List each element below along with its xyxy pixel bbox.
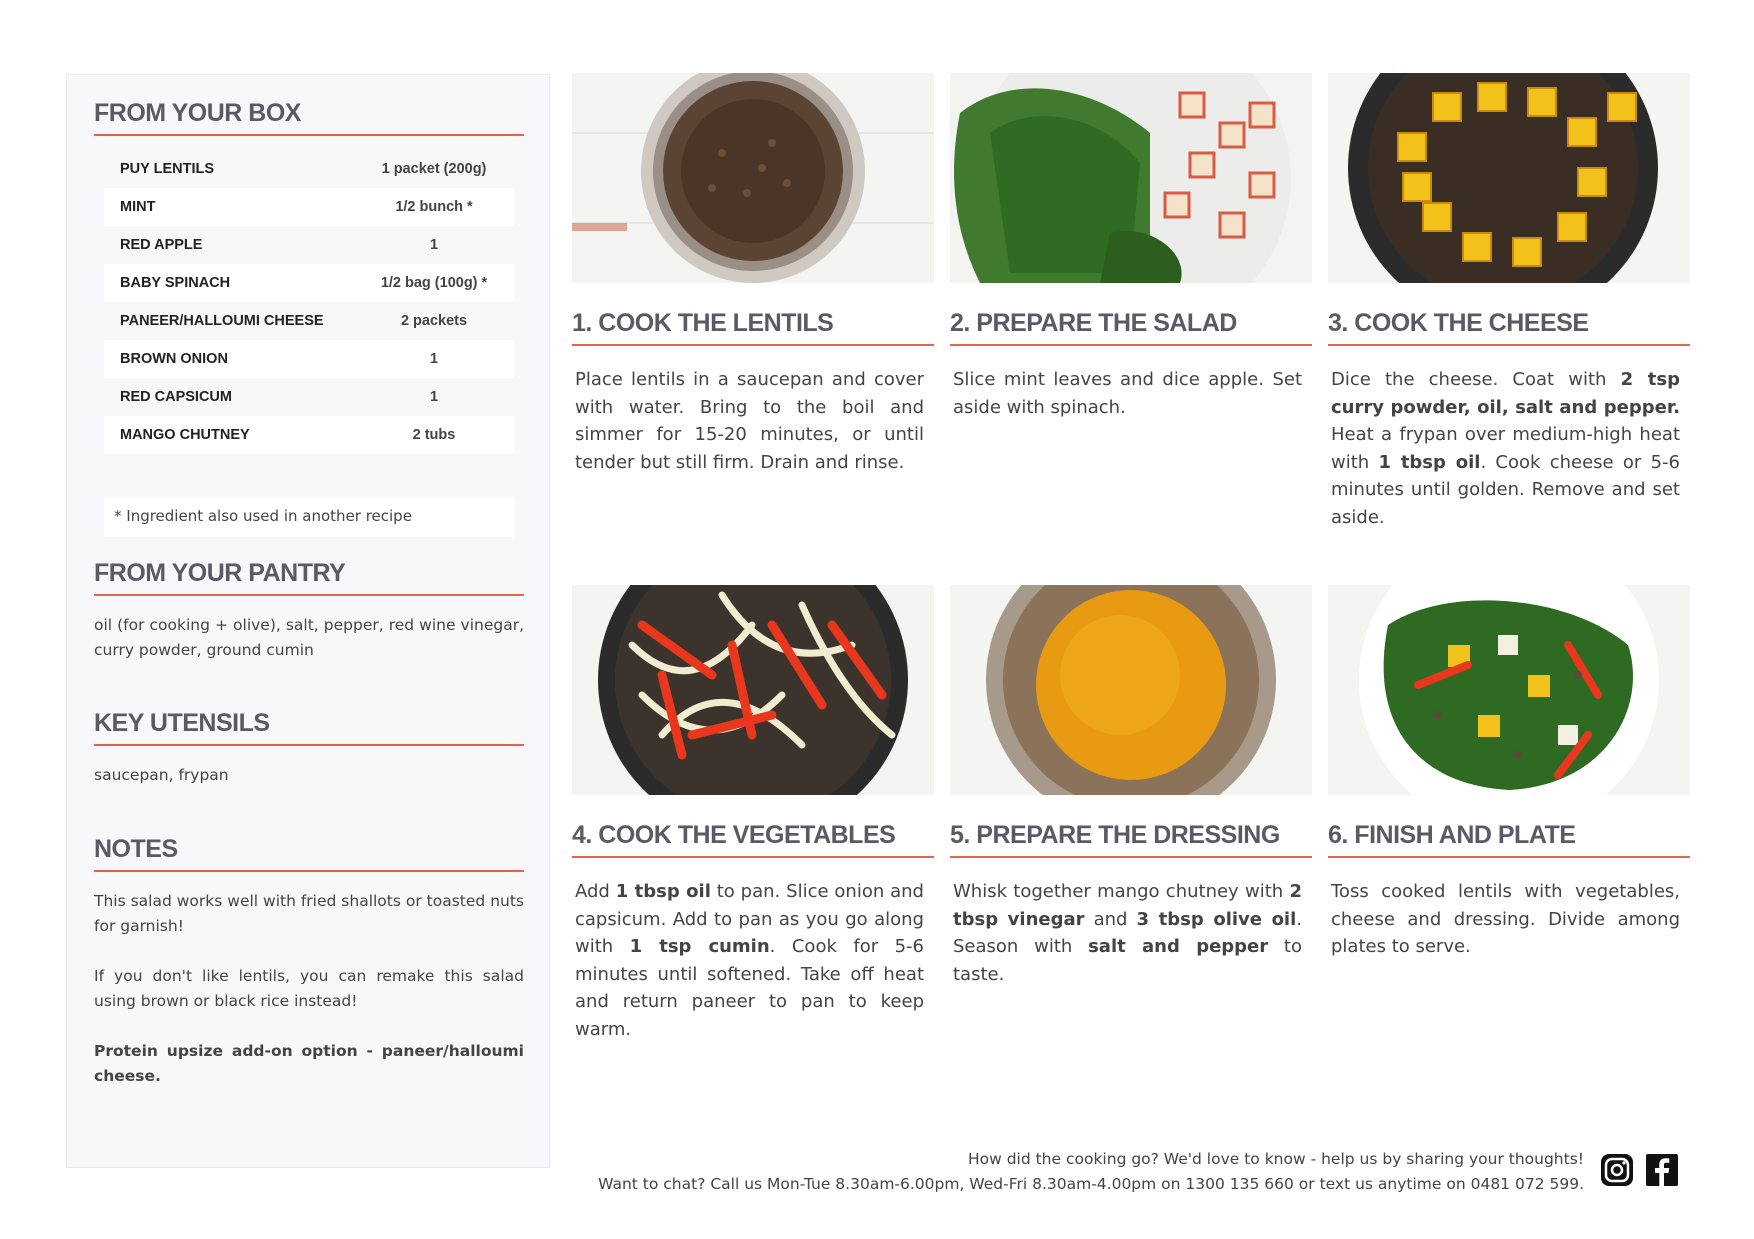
step-instructions: Add 1 tbsp oil to pan. Slice onion and capsicum. Add to pan as you go along with 1 tsp cumin. Cook for 5-6 minutes until softened. Take off heat and return paneer to pan to keep warm. xyxy=(575,881,924,1040)
step-title: 1. COOK THE LENTILS xyxy=(572,309,934,346)
step-instructions: Dice the cheese. Coat with 2 tsp curry powder, oil, salt and pepper. Heat a frypan over medium-high heat with 1 tbsp oil. Cook cheese or 5-6 minutes until golden. Remove and set aside. xyxy=(1331,369,1680,528)
ingredient-table xyxy=(104,150,514,454)
ingredient-qty: 1 xyxy=(429,237,439,253)
ingredient-row xyxy=(104,226,514,264)
step-instructions: Whisk together mango chutney with 2 tbsp vinegar and 3 tbsp olive oil. Season with salt and pepper to taste. xyxy=(953,881,1303,985)
step-instructions: Place lentils in a saucepan and cover with water. Bring to the boil and simmer for 15-20 minutes, or until tender but still firm. Drain and rinse. xyxy=(575,369,924,473)
step-title: 4. COOK THE VEGETABLES xyxy=(572,821,934,858)
feedback-footer xyxy=(598,1147,1584,1197)
notes-paragraph: This salad works well with fried shallots or toasted nuts for garnish! xyxy=(94,892,524,935)
pantry-text: oil (for cooking + olive), salt, pepper, red wine vinegar, curry powder, ground cumin xyxy=(94,616,524,659)
step-4 xyxy=(572,585,934,1043)
step-title: 6. FINISH AND PLATE xyxy=(1328,821,1690,858)
step-5 xyxy=(950,585,1312,988)
step-2 xyxy=(950,73,1312,421)
step-title: 2. PREPARE THE SALAD xyxy=(950,309,1312,346)
ingredient-row xyxy=(104,340,514,378)
key-utensils-title: KEY UTENSILS xyxy=(94,709,524,746)
ingredient-name: BABY SPINACH xyxy=(120,275,231,291)
ingredient-row xyxy=(104,302,514,340)
ingredients-sidebar xyxy=(66,74,550,1168)
ingredient-name: PANEER/HALLOUMI CHEESE xyxy=(120,313,324,329)
from-your-pantry-title: FROM YOUR PANTRY xyxy=(94,559,524,596)
from-your-box-title: FROM YOUR BOX xyxy=(94,99,524,136)
dressing-bowl-image xyxy=(950,585,1312,795)
vegetables-pan-image xyxy=(572,585,934,795)
ingredient-name: MANGO CHUTNEY xyxy=(120,427,250,443)
ingredient-name: MINT xyxy=(120,199,156,215)
ingredient-name: PUY LENTILS xyxy=(120,161,214,177)
lentils-image xyxy=(572,73,934,283)
ingredient-name: RED APPLE xyxy=(120,237,203,253)
step-title: 3. COOK THE CHEESE xyxy=(1328,309,1690,346)
plated-salad-image xyxy=(1328,585,1690,795)
step-6 xyxy=(1328,585,1690,961)
ingredient-row xyxy=(104,150,514,188)
instagram-icon[interactable] xyxy=(1599,1152,1635,1188)
ingredient-qty: 1 xyxy=(429,389,439,405)
shared-ingredient-note: * Ingredient also used in another recipe xyxy=(104,497,514,537)
cheese-frypan-image xyxy=(1328,73,1690,283)
ingredient-row xyxy=(104,378,514,416)
notes-title: NOTES xyxy=(94,835,524,872)
ingredient-name: BROWN ONION xyxy=(120,351,228,367)
ingredient-qty: 1/2 bag (100g) * xyxy=(380,275,488,291)
notes-paragraph: If you don't like lentils, you can remake this salad using brown or black rice instead! xyxy=(94,967,524,1010)
step-title: 5. PREPARE THE DRESSING xyxy=(950,821,1312,858)
step-instructions: Toss cooked lentils with vegetables, cheese and dressing. Divide among plates to serve. xyxy=(1331,881,1680,957)
step-3 xyxy=(1328,73,1690,531)
step-1 xyxy=(572,73,934,476)
ingredient-qty: 1 xyxy=(429,351,439,367)
ingredient-name: RED CAPSICUM xyxy=(120,389,232,405)
ingredient-row xyxy=(104,264,514,302)
facebook-icon[interactable] xyxy=(1644,1152,1680,1188)
salad-prep-image xyxy=(950,73,1312,283)
ingredient-row xyxy=(104,416,514,454)
ingredient-row xyxy=(104,188,514,226)
notes-protein-upsize: Protein upsize add-on option - paneer/halloumi cheese. xyxy=(94,1042,524,1085)
ingredient-qty: 2 tubs xyxy=(412,427,456,443)
step-instructions: Slice mint leaves and dice apple. Set aside with spinach. xyxy=(953,369,1302,418)
ingredient-qty: 1/2 bunch * xyxy=(395,199,473,215)
ingredient-qty: 2 packets xyxy=(400,313,468,329)
feedback-text: How did the cooking go? We'd love to know - help us by sharing your thoughts! xyxy=(967,1150,1584,1168)
contact-text: Want to chat? Call us Mon-Tue 8.30am-6.00pm, Wed-Fri 8.30am-4.00pm on 1300 135 660 or text us anytime on 0481 072 599. xyxy=(598,1175,1584,1193)
utensils-text: saucepan, frypan xyxy=(94,766,229,784)
ingredient-qty: 1 packet (200g) xyxy=(381,161,487,177)
